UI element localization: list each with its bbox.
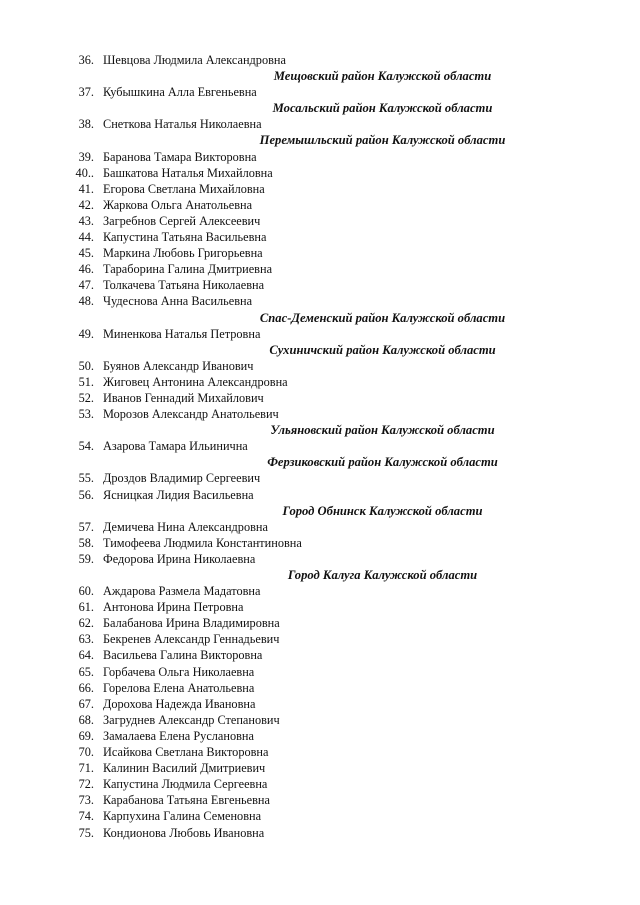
person-name: Дроздов Владимир Сергеевич: [103, 471, 261, 486]
list-item: [0, 664, 640, 680]
section-heading: Сухиничский район Калужской области: [269, 342, 496, 357]
item-number: 54.: [78, 439, 94, 454]
person-name: Бекренев Александр Геннадьевич: [103, 632, 280, 647]
person-name: Калинин Василий Дмитриевич: [103, 761, 266, 776]
section-heading: Мещовский район Калужской области: [273, 69, 492, 84]
list-item: [0, 792, 640, 808]
person-name: Демичева Нина Александровна: [103, 519, 268, 534]
item-number: 55.: [78, 471, 94, 486]
item-number: 68.: [78, 712, 94, 727]
list-item: [0, 52, 640, 68]
person-name: Миненкова Наталья Петровна: [103, 326, 261, 341]
list-item: [0, 165, 640, 181]
item-number: 48.: [78, 294, 94, 309]
item-number: 58.: [78, 535, 94, 550]
list-item: [0, 551, 640, 567]
list-item: [0, 261, 640, 277]
person-name: Маркина Любовь Григорьевна: [103, 246, 263, 261]
item-number: 60.: [78, 584, 94, 599]
list-item: [0, 776, 640, 792]
person-name: Толкачева Татьяна Николаевна: [103, 278, 265, 293]
item-number: 75.: [78, 825, 94, 840]
list-item: [0, 406, 640, 422]
section-heading: Ульяновский район Калужской области: [270, 423, 495, 438]
person-name: Тараборина Галина Дмитриевна: [103, 262, 273, 277]
list-item: [0, 487, 640, 503]
item-number: 51.: [78, 374, 94, 389]
item-number: 36.: [78, 53, 94, 67]
item-number: 49.: [78, 326, 94, 341]
list-item: [0, 744, 640, 760]
section-heading-row: [0, 132, 640, 148]
person-name: Ясницкая Лидия Васильевна: [103, 487, 254, 502]
item-number: 57.: [78, 519, 94, 534]
list-item: [0, 631, 640, 647]
person-name: Морозов Александр Анатольевич: [103, 407, 279, 422]
list-item: [0, 680, 640, 696]
section-heading: Перемышльский район Калужской области: [259, 133, 506, 148]
item-number: 52.: [78, 390, 94, 405]
list-item: [0, 808, 640, 824]
person-name: Карабанова Татьяна Евгеньевна: [103, 793, 270, 808]
list-item: [0, 84, 640, 100]
item-number: 46.: [78, 262, 94, 277]
person-name: Егорова Светлана Михайловна: [103, 181, 265, 196]
section-heading: Город Калуга Калужской области: [287, 568, 478, 582]
person-name: Васильева Галина Викторовна: [103, 648, 263, 663]
section-heading-row: [0, 567, 640, 583]
person-name: Балабанова Ирина Владимировна: [103, 616, 280, 631]
list-item: [0, 197, 640, 213]
person-name: Снеткова Наталья Николаевна: [103, 117, 262, 132]
section-heading: Ферзиковский район Калужской области: [267, 455, 498, 470]
item-number: 67.: [78, 696, 94, 711]
person-name: Аждарова Размела Мадатовна: [103, 584, 261, 599]
item-number: 74.: [78, 809, 94, 824]
section-heading-row: [0, 342, 640, 358]
item-number: 65.: [78, 664, 94, 679]
item-number: 53.: [78, 407, 94, 422]
list-item: [0, 615, 640, 631]
list-item: [0, 438, 640, 454]
list-item: [0, 293, 640, 309]
item-number: 59.: [78, 551, 94, 566]
list-item: [0, 599, 640, 615]
item-number: 43.: [78, 213, 94, 228]
section-heading-row: [0, 454, 640, 470]
item-number: 37.: [78, 85, 94, 100]
list-item: [0, 181, 640, 197]
document-page: [0, 52, 640, 841]
item-number: 63.: [78, 632, 94, 647]
list-item: [0, 245, 640, 261]
list-item: [0, 390, 640, 406]
section-heading-row: [0, 68, 640, 84]
section-heading-row: [0, 422, 640, 438]
person-name: Загруднев Александр Степанович: [103, 712, 280, 727]
item-number: 56.: [78, 487, 94, 502]
section-heading: Спас-Деменский район Калужской области: [259, 310, 506, 325]
list-item: [0, 277, 640, 293]
item-number: 62.: [78, 616, 94, 631]
list-item: [0, 583, 640, 599]
person-name: Дорохова Надежда Ивановна: [103, 696, 256, 711]
item-number: 44.: [78, 230, 94, 245]
item-number: 69.: [78, 728, 94, 743]
person-name: Федорова Ирина Николаевна: [103, 551, 256, 566]
person-name: Чудеснова Анна Васильевна: [103, 294, 253, 309]
person-name: Жиговец Антонина Александровна: [103, 374, 288, 389]
list-item: [0, 116, 640, 132]
section-heading-row: [0, 100, 640, 116]
item-number: 71.: [78, 761, 94, 776]
person-name: Исайкова Светлана Викторовна: [103, 745, 269, 760]
person-name: Капустина Людмила Сергеевна: [103, 777, 268, 792]
item-number: 72.: [78, 777, 94, 792]
list-item: [0, 213, 640, 229]
person-name: Иванов Геннадий Михайлович: [103, 390, 264, 405]
list-item: [0, 374, 640, 390]
section-heading-row: [0, 310, 640, 326]
person-name: Загребнов Сергей Алексеевич: [103, 213, 261, 228]
list-item: [0, 149, 640, 165]
list-item: [0, 825, 640, 841]
item-number: 42.: [78, 197, 94, 212]
person-name: Жаркова Ольга Анатольевна: [103, 197, 253, 212]
person-name: Башкатова Наталья Михайловна: [103, 165, 273, 180]
item-number: 61.: [78, 600, 94, 615]
list-item: [0, 358, 640, 374]
item-number: 70.: [78, 745, 94, 760]
list-item: [0, 696, 640, 712]
section-heading: Мосальский район Калужской области: [272, 101, 493, 116]
person-name: Капустина Татьяна Васильевна: [103, 230, 267, 245]
person-name: Замалаева Елена Руслановна: [103, 728, 254, 743]
person-name: Тимофеева Людмила Константиновна: [103, 535, 302, 550]
list-item: [0, 712, 640, 728]
list-item: [0, 519, 640, 535]
list-item: [0, 229, 640, 245]
person-name: Кондионова Любовь Ивановна: [103, 825, 265, 840]
person-name: Карпухина Галина Семеновна: [103, 809, 262, 824]
item-number: 40..: [75, 165, 94, 180]
item-number: 66.: [78, 680, 94, 695]
person-name: Кубышкина Алла Евгеньевна: [103, 85, 257, 100]
list-item: [0, 470, 640, 486]
person-name: Антонова Ирина Петровна: [103, 600, 244, 615]
list-item: [0, 535, 640, 551]
list-item: [0, 647, 640, 663]
person-name: Шевцова Людмила Александровна: [103, 53, 286, 67]
item-number: 64.: [78, 648, 94, 663]
person-name: Буянов Александр Иванович: [103, 358, 254, 373]
person-name: Азарова Тамара Ильинична: [103, 439, 248, 454]
item-number: 50.: [78, 358, 94, 373]
section-heading: Город Обнинск Калужской области: [282, 503, 483, 518]
item-number: 73.: [78, 793, 94, 808]
list-item: [0, 326, 640, 342]
person-name: Горбачева Ольга Николаевна: [103, 664, 255, 679]
item-number: 47.: [78, 278, 94, 293]
list-item: [0, 728, 640, 744]
item-number: 38.: [78, 117, 94, 132]
item-number: 45.: [78, 246, 94, 261]
item-number: 39.: [78, 149, 94, 164]
list-item: [0, 760, 640, 776]
person-name: Баранова Тамара Викторовна: [103, 149, 257, 164]
section-heading-row: [0, 503, 640, 519]
person-name: Горелова Елена Анатольевна: [103, 680, 255, 695]
item-number: 41.: [78, 181, 94, 196]
